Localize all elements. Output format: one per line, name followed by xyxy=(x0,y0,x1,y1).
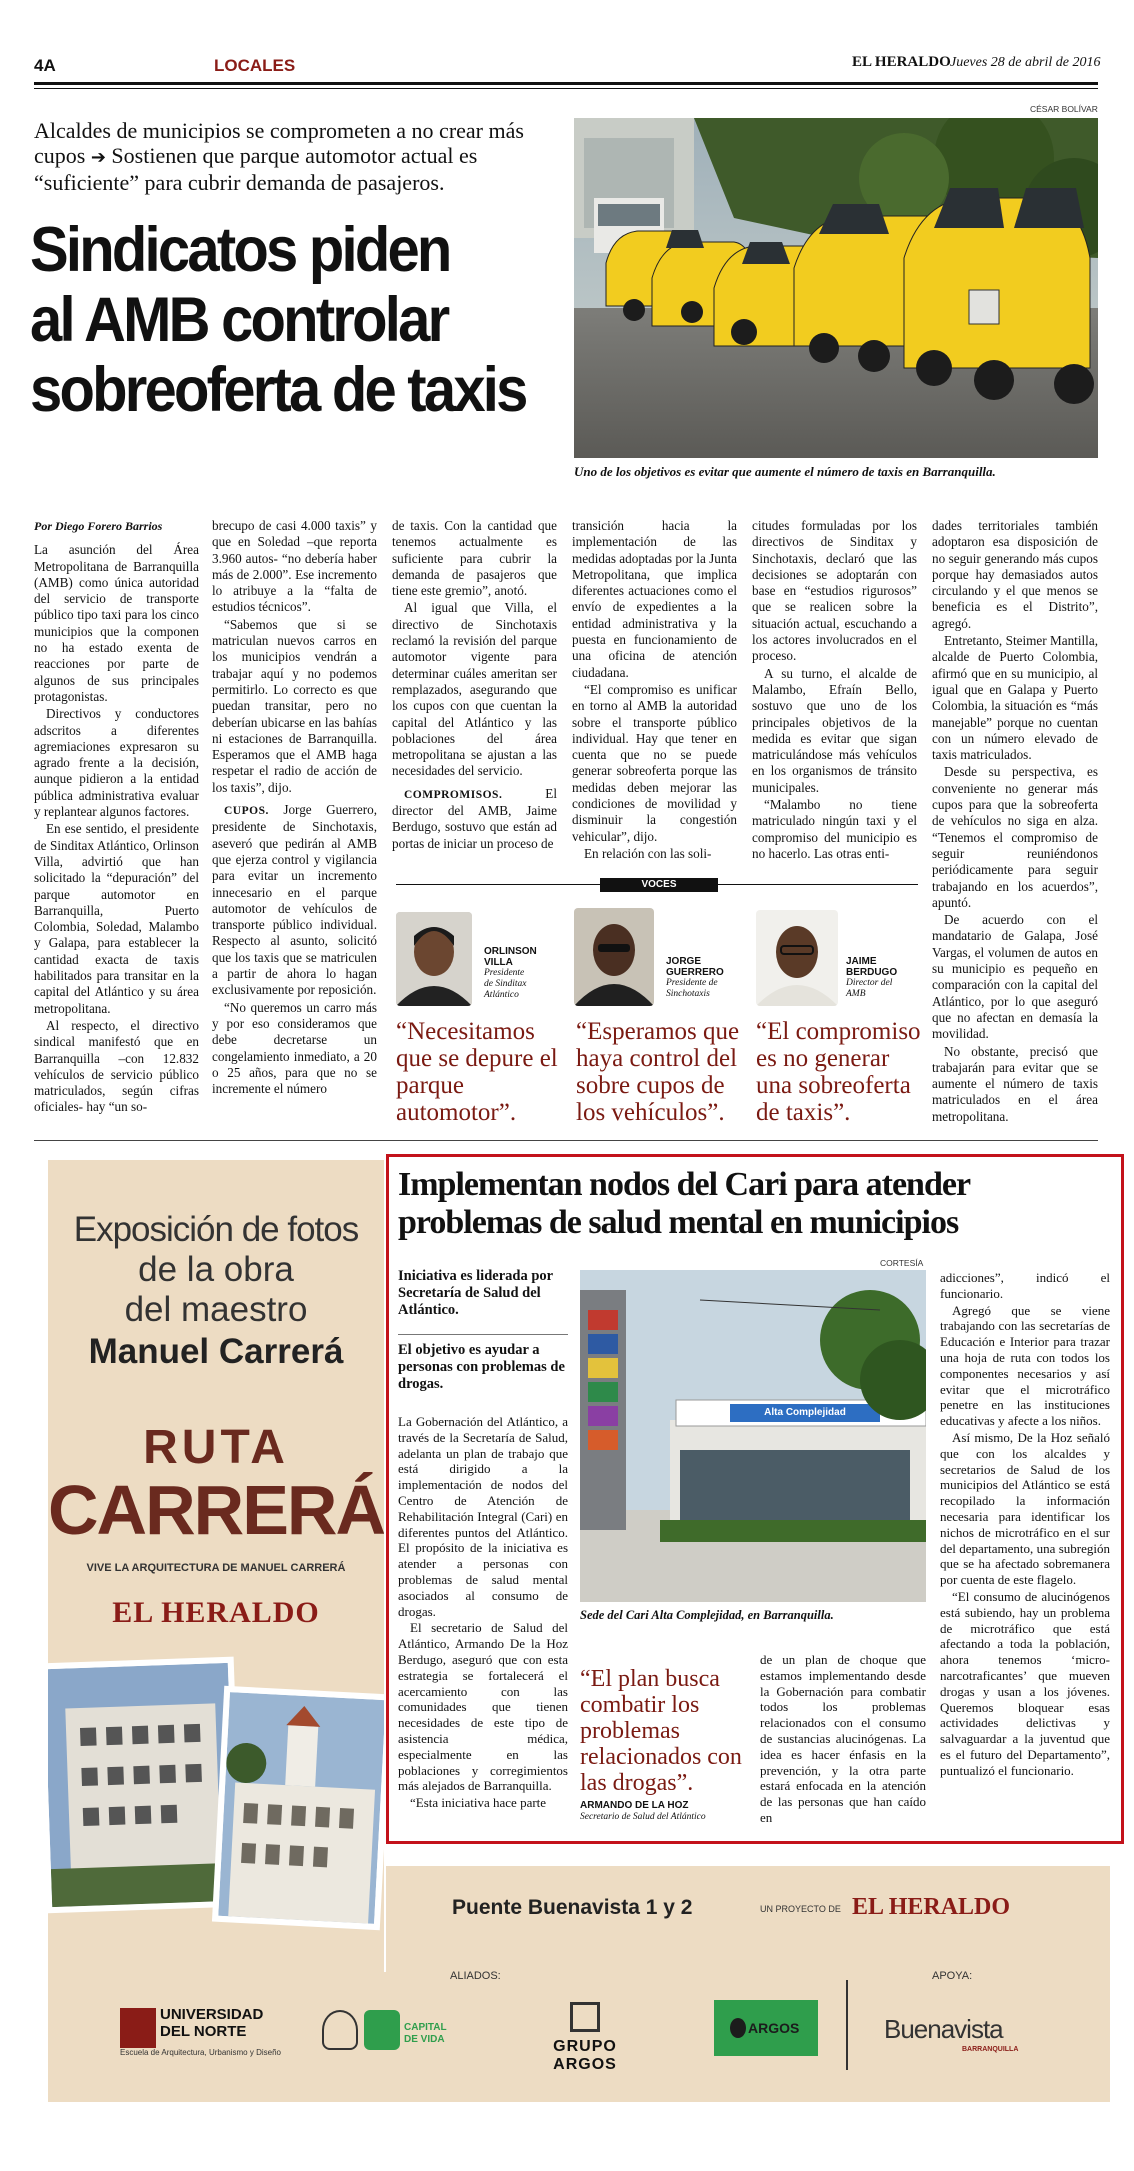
capital-de-vida-logo xyxy=(364,2010,464,2054)
bridge-brand: EL HERALDO xyxy=(852,1894,1011,1920)
cari-subhead-rule xyxy=(398,1334,568,1335)
voice-role: de Sinditax xyxy=(484,979,527,989)
lead-column-6 xyxy=(932,518,1098,1126)
ruta-logo-main: CARRERÁ xyxy=(48,1471,384,1549)
paragraph: brecupo de casi 4.000 taxis” y que en Soledad –que reporta 3.960 autos- “no debería haber más de 2.000”. Ese incremento lo atribuye a la “falta de estudios técnicos”. xyxy=(212,518,377,615)
cari-column-2 xyxy=(760,1652,926,1827)
voice-role: Director del xyxy=(846,978,893,988)
masthead-brand: EL HERALDO xyxy=(852,54,951,70)
kicker-text: Alcaldes de municipios se comprometen a no crear más cupos xyxy=(34,118,524,168)
uninorte-icon xyxy=(120,2008,156,2048)
paragraph: Al igual que Villa, el directivo de Sinchotaxis reclamó la revisión del parque automotor vigente para determinar cuáles ameritan ser remplazados, asegurando que los cupos con que cuentan la capital del Atlántico y las poblaciones del área metropolitana se ajustan a las necesidades del servicio. xyxy=(392,600,557,779)
argos-logo xyxy=(714,2000,818,2056)
section-name: LOCALES xyxy=(214,56,296,75)
paragraph xyxy=(212,802,377,999)
ad-brand: EL HERALDO xyxy=(112,1596,320,1629)
lead-column-5 xyxy=(752,518,917,863)
cari-quote-name: ARMANDO DE LA HOZ xyxy=(580,1800,689,1811)
taxi-photo-caption: Uno de los objetivos es evitar que aumente el número de taxis en Barranquilla. xyxy=(574,464,996,479)
paragraph: “Esta iniciativa hace parte xyxy=(410,1795,547,1811)
capital-text: CAPITAL xyxy=(404,2022,447,2033)
de-vida-text: DE VIDA xyxy=(404,2034,445,2045)
grupo-argos-text: GRUPO ARGOS xyxy=(553,2038,617,2073)
cari-subhead-2: El objetivo es ayudar a personas con problemas de drogas. xyxy=(398,1342,565,1392)
headline-line-1: Sindicatos piden xyxy=(30,215,450,285)
uninorte-name-1: UNIVERSIDAD xyxy=(160,2006,264,2023)
cari-column-3 xyxy=(940,1270,1110,1780)
paragraph: A su turno, el alcalde de Malambo, Efraín Bello, sostuvo que uno de los principales objetivos de la medida es evitar que sigan matriculándose más vehículos en los organismos de tránsito municipales. xyxy=(752,665,917,795)
cari-headline-line-2: problemas de salud mental en municipios xyxy=(398,1204,959,1241)
bridge-project: Puente Buenavista 1 y 2 xyxy=(452,1896,693,1919)
headline-line-2: al AMB controlar xyxy=(30,285,448,355)
headline xyxy=(30,215,545,425)
cari-photo-caption: Sede del Cari Alta Complejidad, en Barranquilla. xyxy=(580,1608,834,1622)
voice-name: BERDUGO xyxy=(846,967,898,978)
voice-name: GUERRERO xyxy=(666,967,724,978)
paragraph: “Malambo no tiene matriculado ningún taxi y el compromiso del municipio es no hacerlo. Las otras enti- xyxy=(752,797,917,861)
masthead-date: Jueves 28 de abril de 2016 xyxy=(950,55,1101,70)
paragraph: de taxis. Con la cantidad que tenemos actualmente es suficiente para cubrir la demanda de pasajeros que tiene este gremio”, anotó. xyxy=(392,518,557,599)
cari-headline xyxy=(398,1166,1118,1242)
voice-quote-guerrero: “Esperamos que haya control del sobre cupos de los vehículos”. xyxy=(576,1018,740,1126)
uninorte-logo xyxy=(120,2004,280,2060)
voice-name: JAIME xyxy=(846,956,877,967)
argos-icon xyxy=(730,2018,746,2038)
voice-id-orlinson xyxy=(484,946,564,1001)
ad-line-3: del maestro xyxy=(124,1290,308,1329)
paragraph: La asunción del Área Metropolitana de Barranquilla (AMB) como única autoridad del servicio de transporte público tipo taxi para los cinco municipios que la componen no ha estado exenta de reacciones por parte de algunos de sus principales protagonistas. xyxy=(34,542,199,704)
section-keyword: CUPOS. xyxy=(224,805,269,818)
voice-role: Atlántico xyxy=(484,990,519,1000)
section-keyword: COMPROMISOS. xyxy=(404,788,503,801)
voice-quote-berdugo: “El compromiso es no generar una sobreoferta de taxis”. xyxy=(756,1018,921,1126)
cari-photo-credit: CORTESÍA xyxy=(880,1258,924,1268)
grupo-argos-logo xyxy=(520,2002,650,2073)
buenavista-text: Buenavista xyxy=(884,2014,1003,2044)
byline: Por Diego Forero Barrios xyxy=(34,519,163,533)
uninorte-school: Escuela de Arquitectura, Urbanismo y Diseño xyxy=(120,2048,281,2057)
argos-text: ARGOS xyxy=(748,2020,800,2036)
ruta-logo-top: RUTA xyxy=(143,1421,289,1474)
uninorte-name-2: DEL NORTE xyxy=(160,2023,247,2040)
ad-tagline: VIVE LA ARQUITECTURA DE MANUEL CARRERÁ xyxy=(86,1562,346,1574)
paragraph: de un plan de choque que estamos implementando desde la Gobernación para combatir todos los problemas relacionados con el consumo de sustancias alucinógenas. La idea es hacer énfasis en la prevención, y la otra parte estará enfocada en la atención de las personas que han caído en xyxy=(760,1652,926,1825)
arrow-icon: ➔ xyxy=(90,147,106,168)
cari-photo-sign: Alta Complejidad xyxy=(764,1407,846,1418)
voice-role: AMB xyxy=(846,989,866,999)
voice-name: VILLA xyxy=(484,957,513,968)
paragraph: Agregó que se viene trabajando con las secretarías de Educación e Interior para trazar una hoja de ruta con todos los componentes necesarios y así evitar que el microtráfico penetre en las instituciones educativas y afecte a los niños. xyxy=(940,1302,1110,1429)
paragraph: El secretario de Salud del Atlántico, Armando De la Hoz Berdugo, aseguró que con esta estrategia se fortalecerá el acercamiento con las comunidades que tienen necesidades de este tipo de asistencia médica, especialmente en las poblaciones y corregimientos más alejados de Barranquilla. xyxy=(398,1620,568,1794)
voice-role: Presidente xyxy=(484,968,525,978)
paragraph: Entretanto, Steimer Mantilla, alcalde de Puerto Colombia, afirmó que en su municipio, al igual que en Galapa y Puerto Colombia, la situación es “más manejable” porque no cuentan con un número elevado de taxis matriculados. xyxy=(932,633,1098,763)
paragraph: citudes formuladas por los directivos de Sinditax y Sinchotaxis, declaró que las decisiones se adoptarán con base en “estudios rigurosos” que se realicen sobre la situación actual, escuchando a los actores involucrados en el proceso. xyxy=(752,518,917,664)
paragraph: transición hacia la implementación de las medidas adoptadas por la Junta Metropolitana, que implica diferentes actuaciones como el envío de expedientes a la entidad administrativa y la puesta en funcionamiento de una oficina de atención ciudadana. xyxy=(572,518,737,680)
paragraph: Directivos y conductores adscritos a diferentes agremiaciones expresaron su agrado frente a la decisión, aunque pidieron a la entidad pública administrativa evaluar y replantear algunos factores. xyxy=(34,706,199,820)
paragraph: De acuerdo con el mandatario de Galapa, José Vargas, el volumen de autos en su municipio es pequeño en comparación con la capital del Atlántico, por lo que aseguró que no afectan en demasía la movilidad. xyxy=(932,912,1098,1042)
aliados-label: ALIADOS: xyxy=(450,1970,501,1982)
paragraph: Así mismo, De la Hoz señaló que con los alcaldes y secretarios de Salud de los municipios del Atlántico se está recopilado la información necesaria para identificar los nichos de microtráfico en el sur del departamento, una subregión que se ha afectado sobremanera por cuenta de este flagelo. xyxy=(940,1429,1110,1588)
paragraph: En relación con las soli- xyxy=(584,845,712,861)
cari-photo xyxy=(580,1270,926,1602)
lead-column-2 xyxy=(212,518,377,1098)
ad-line-2: de la obra xyxy=(138,1250,294,1289)
bridge-project-of: UN PROYECTO DE xyxy=(760,1904,841,1914)
headline-line-3: sobreoferta de taxis xyxy=(30,355,526,425)
cari-headline-line-1: Implementan nodos del Cari para atender xyxy=(398,1166,971,1203)
paragraph: “El consumo de alucinógenos está subiendo, hay un problema de microtráfico que está afectando a toda la población, ahora tenemos ‘micro-narcotraficantes’ que mueven drogas y usan a los jóvenes. Queremos bloquear esas actividades delictivas y salvaguardar a la juventud que es el futuro del Departamento”, puntualizó el funcionario. xyxy=(940,1588,1110,1778)
paragraph: En ese sentido, el presidente de Sinditax Atlántico, Orlinson Villa, advirtió que han solicitado la “depuración” del parque automotor en Barranquilla, Puerto Colombia, Soledad, Malambo y Galapa, para establecer la cantidad exacta de taxis habilitados para transitar en la capital del Atlántico y su área metropolitana. xyxy=(34,821,199,1016)
section-divider xyxy=(34,1140,1098,1141)
voice-photo-berdugo xyxy=(756,910,838,1006)
cari-subhead-1: Iniciativa es liderada por Secretaría de Salud del Atlántico. xyxy=(398,1268,553,1318)
paragraph: Al respecto, el directivo sindical manifestó que en Barranquilla –con 12.832 vehículos de servicio público matriculados, según cifras oficiales- hay “un so- xyxy=(34,1017,199,1115)
kicker xyxy=(34,118,574,195)
paragraph xyxy=(392,786,557,852)
taxi-photo xyxy=(574,118,1098,458)
cari-column-1 xyxy=(398,1414,568,1812)
kicker-text-2: Sostienen que parque automotor actual es “suficiente” para cubrir demanda de pasajeros. xyxy=(34,143,478,195)
ad-divider xyxy=(846,1980,848,2070)
capital-icon xyxy=(364,2010,400,2050)
voces-label: VOCES xyxy=(600,878,718,892)
lead-column-4 xyxy=(572,518,737,863)
paragraph: “No queremos un carro más y por eso consideramos que debe decretarse un congelamiento inmediato, a 20 o 25 años, para que no se incremente el número xyxy=(212,999,377,1097)
voice-photo-guerrero xyxy=(574,908,654,1006)
voice-role: Sinchotaxis xyxy=(666,989,710,999)
buenavista-logo xyxy=(884,2014,1024,2064)
exhibition-ad xyxy=(48,1160,384,1972)
cari-quote-role: Secretario de Salud del Atlántico xyxy=(580,1812,706,1822)
voice-id-guerrero xyxy=(666,956,746,1000)
paragraph-text: Jorge Guerrero, presidente de Sinchotaxis, aseveró que pedirán al AMB que ejerza control y vigilancia para evitar un incremento innecesario en el parque automotor de vehículos de transporte público individual. Respecto al asunto, solicitó que los taxis que se matriculen a partir de ahora lo hagan exclusivamente por reposición. xyxy=(212,802,378,998)
voice-photo-orlinson xyxy=(396,912,472,1006)
page-number: 4A xyxy=(34,56,56,75)
voice-name: JORGE xyxy=(666,956,702,967)
header-rule xyxy=(34,82,1098,85)
paragraph: “El compromiso es unificar en torno al AMB la autoridad sobre el transporte público individual. Hay que tener en cuenta que no se puede generar sobreoferta porque las medidas deben mejorar las condiciones de movilidad y disminuir la congestión vehicular”, dijo. xyxy=(572,681,737,844)
building-photo-1 xyxy=(48,1657,242,1914)
voice-id-berdugo xyxy=(846,956,926,1000)
voice-quote-orlinson: “Necesitamos que se depure el parque automotor”. xyxy=(396,1018,558,1126)
paragraph-text: El director del AMB, Jaime Berdugo, sostuvo que están ad portas de iniciar un proceso de xyxy=(392,785,557,851)
paragraph: dades territoriales también adoptaron esa disposición de no seguir generando más cupos porque hay demasiados autos circulando y el que menos se beneficia es el Distrito”, agregó. xyxy=(932,518,1098,631)
voice-role: Presidente de xyxy=(666,978,718,988)
photo-credit: CÉSAR BOLÍVAR xyxy=(1030,104,1098,114)
apoya-label: APOYA: xyxy=(932,1970,973,1982)
building-photo-2 xyxy=(212,1686,384,1930)
paragraph: No obstante, precisó que trabajarán para evitar que se aumente el número de taxis matriculados en el área metropolitana. xyxy=(932,1043,1098,1124)
paragraph: La Gobernación del Atlántico, a través de la Secretaría de Salud, adelanta un plan de trabajo que está dirigido a la implementación de nodos del Centro de Atención de Rehabilitación Integral (Cari) en diferentes puntos del Atlántico. El propósito de la iniciativa es atender a personas con problemas de salud mental asociados al consumo de drogas. xyxy=(398,1414,568,1619)
buenavista-city: BARRANQUILLA xyxy=(962,2046,1019,2053)
grupo-argos-icon xyxy=(570,2002,600,2032)
cari-pull-quote: “El plan busca combatir los problemas relacionados con las drogas”. xyxy=(580,1666,742,1796)
alcaldia-logo xyxy=(322,2010,358,2050)
paragraph: Desde su perspectiva, es conveniente no generar más cupos para que la sobreoferta de vehículos no siga en alza. “Tenemos el compromiso de seguir reuniéndonos periódicamente para seguir trabajando en los acuerdos”, apuntó. xyxy=(932,764,1098,910)
paragraph: adicciones”, indicó el funcionario. xyxy=(940,1270,1110,1301)
lead-column-1 xyxy=(34,518,199,1117)
ad-line-4: Manuel Carrerá xyxy=(88,1332,344,1371)
header-rule-thin xyxy=(34,88,1098,89)
lead-column-3 xyxy=(392,518,557,853)
paragraph: “Sabemos que si se matriculan nuevos carros en los municipios vendrán a trabajar aquí y no podemos permitirlo. Lo correcto es que puedan transitar, pero no deberían ubicarse en las bahías ni estaciones de Barranquilla. Esperamos que el AMB haga respetar el radio de acción de los taxis”, dijo. xyxy=(212,616,377,795)
ad-line-1: Exposición de fotos xyxy=(73,1210,359,1249)
voice-name: ORLINSON xyxy=(484,946,537,957)
